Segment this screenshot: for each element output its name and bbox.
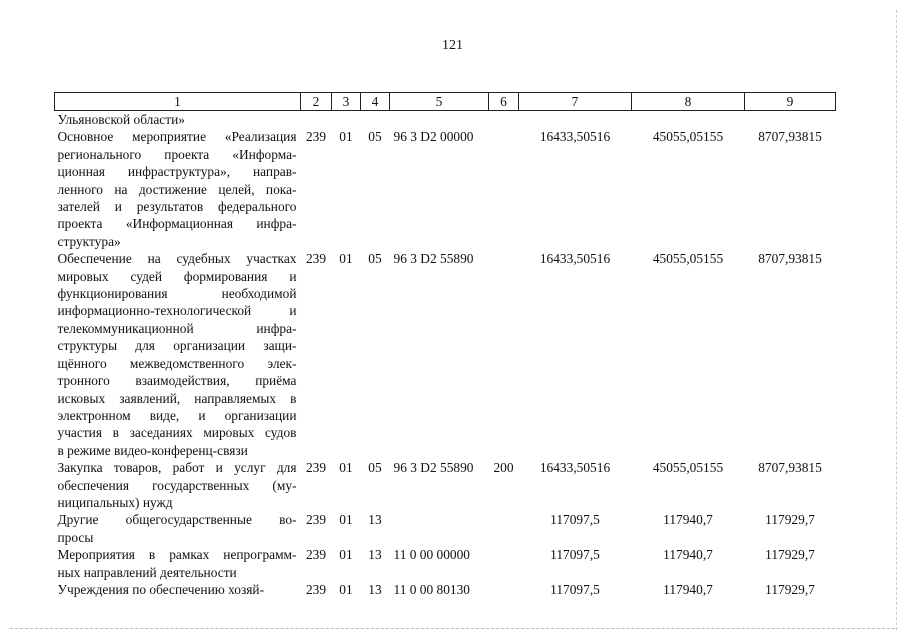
table-row (55, 250, 836, 459)
header-cell: 9 (745, 93, 836, 111)
cell-c4: 13 (368, 547, 382, 563)
page-edge-line (896, 10, 897, 630)
cell-c6 (489, 128, 519, 250)
description-line: Обеспечение на судебных участках (57, 251, 297, 267)
description-line: мировых судей формирования и (57, 268, 297, 284)
cell-c7: 117097,5 (550, 512, 600, 528)
table-row (55, 511, 836, 546)
cell-c3: 01 (339, 581, 353, 597)
row-description (55, 546, 301, 581)
description-line: Основное мероприятие «Реализация (57, 129, 297, 145)
row-description (55, 459, 301, 511)
header-cell: 6 (489, 93, 519, 111)
description-line: исковых заявлений, направляемых в (57, 390, 297, 406)
description-line: тронного взаимодействия, приёма (57, 373, 297, 389)
cell-c5: 96 3 D2 55890 (393, 251, 474, 267)
description-line: обеспечения государственных (му- (57, 477, 297, 493)
description-line: ленного на достижение целей, пока- (57, 181, 297, 197)
description-line: участия в заседаниях мировых судов (57, 425, 297, 441)
description-line: структура» (57, 233, 121, 249)
row-description (55, 581, 301, 598)
cell-c9: 8707,93815 (758, 251, 822, 267)
row-description (55, 250, 301, 459)
table-row (55, 459, 836, 511)
header-row (55, 93, 836, 111)
description-line: ционная инфраструктура», направ- (57, 164, 297, 180)
cell-c5 (390, 111, 489, 129)
header-cell: 7 (519, 93, 632, 111)
cell-c2: 239 (305, 547, 327, 563)
description-line: функционирования необходимой (57, 286, 297, 302)
header-cell: 2 (301, 93, 332, 111)
cell-c5: 11 0 00 80130 (393, 581, 470, 597)
cell-c2: 239 (305, 460, 327, 476)
cell-c3: 01 (339, 251, 353, 267)
cell-c2: 239 (305, 129, 327, 145)
description-line: в режиме видео-конференц-связи (57, 442, 248, 458)
cell-c7 (519, 111, 632, 129)
cell-c2: 239 (305, 512, 327, 528)
cell-c6 (489, 511, 519, 546)
description-line: телекоммуникационной инфра- (57, 320, 297, 336)
cell-c8: 117940,7 (663, 581, 713, 597)
description-line: Закупка товаров, работ и услуг для (57, 460, 297, 476)
cell-c3: 01 (339, 129, 353, 145)
description-line: ных направлений деятельности (57, 564, 237, 580)
table-row (55, 581, 836, 598)
cell-c6: 200 (493, 460, 514, 476)
cell-c6 (489, 581, 519, 598)
cell-c4: 05 (368, 460, 382, 476)
cell-c8: 45055,05155 (652, 251, 724, 267)
cell-c7: 117097,5 (550, 581, 600, 597)
cell-c7: 16433,50516 (539, 460, 611, 476)
cell-c9: 8707,93815 (758, 129, 822, 145)
description-line: просы (57, 529, 94, 545)
header-cell: 5 (390, 93, 489, 111)
cell-c5 (390, 511, 489, 546)
cell-c6 (489, 546, 519, 581)
description-line: проекта «Информационная инфра- (57, 216, 297, 232)
cell-c4: 05 (368, 129, 382, 145)
cell-c7: 16433,50516 (539, 251, 611, 267)
description-line: зателей и результатов федерального (57, 199, 297, 215)
cell-c8 (632, 111, 745, 129)
cell-c6 (489, 250, 519, 459)
cell-c9 (745, 111, 836, 129)
cell-c9: 117929,7 (765, 581, 815, 597)
cell-c3: 01 (339, 547, 353, 563)
cell-c5: 11 0 00 00000 (393, 547, 470, 563)
cell-c4: 13 (368, 512, 382, 528)
cell-c9: 8707,93815 (758, 460, 822, 476)
description-line: щённого межведомственного элек- (57, 355, 297, 371)
cell-c9: 117929,7 (765, 512, 815, 528)
description-line: Учреждения по обеспечению хозяй- (57, 581, 265, 597)
table-row (55, 128, 836, 250)
row-description (55, 128, 301, 250)
description-line: электронном виде, и организации (57, 407, 297, 423)
description-line: Ульяновской области» (57, 112, 185, 127)
description-line: ниципальных) нужд (57, 494, 173, 510)
cell-c2 (301, 111, 332, 129)
cell-c2: 239 (305, 581, 327, 597)
table-body (55, 111, 836, 599)
header-cell: 4 (361, 93, 390, 111)
cell-c3: 01 (339, 512, 353, 528)
page-number: 121 (442, 38, 463, 53)
row-description (55, 111, 301, 129)
description-line: Другие общегосударственные во- (57, 512, 297, 528)
cell-c7: 117097,5 (550, 547, 600, 563)
cell-c4: 13 (368, 581, 382, 597)
table-row (55, 546, 836, 581)
description-line: Мероприятия в рамках непрограмм- (57, 547, 297, 563)
cell-c8: 45055,05155 (652, 129, 724, 145)
cell-c9: 117929,7 (765, 547, 815, 563)
cell-c7: 16433,50516 (539, 129, 611, 145)
cell-c8: 45055,05155 (652, 460, 724, 476)
budget-table (54, 92, 836, 598)
header-cell: 8 (632, 93, 745, 111)
cell-c2: 239 (305, 251, 327, 267)
page-edge-line (10, 628, 895, 629)
description-line: структуры для организации защи- (57, 338, 297, 354)
cell-c3: 01 (339, 460, 353, 476)
cell-c6 (489, 111, 519, 129)
row-description (55, 511, 301, 546)
cell-c5: 96 3 D2 00000 (393, 129, 474, 145)
cell-c4 (361, 111, 390, 129)
cell-c4: 05 (368, 251, 382, 267)
header-cell: 3 (332, 93, 361, 111)
cell-c8: 117940,7 (663, 547, 713, 563)
description-line: информационно-технологической и (57, 303, 297, 319)
table-row (55, 111, 836, 129)
description-line: регионального проекта «Информа- (57, 146, 297, 162)
cell-c3 (332, 111, 361, 129)
cell-c5: 96 3 D2 55890 (393, 460, 474, 476)
header-cell: 1 (55, 93, 301, 111)
cell-c8: 117940,7 (663, 512, 713, 528)
